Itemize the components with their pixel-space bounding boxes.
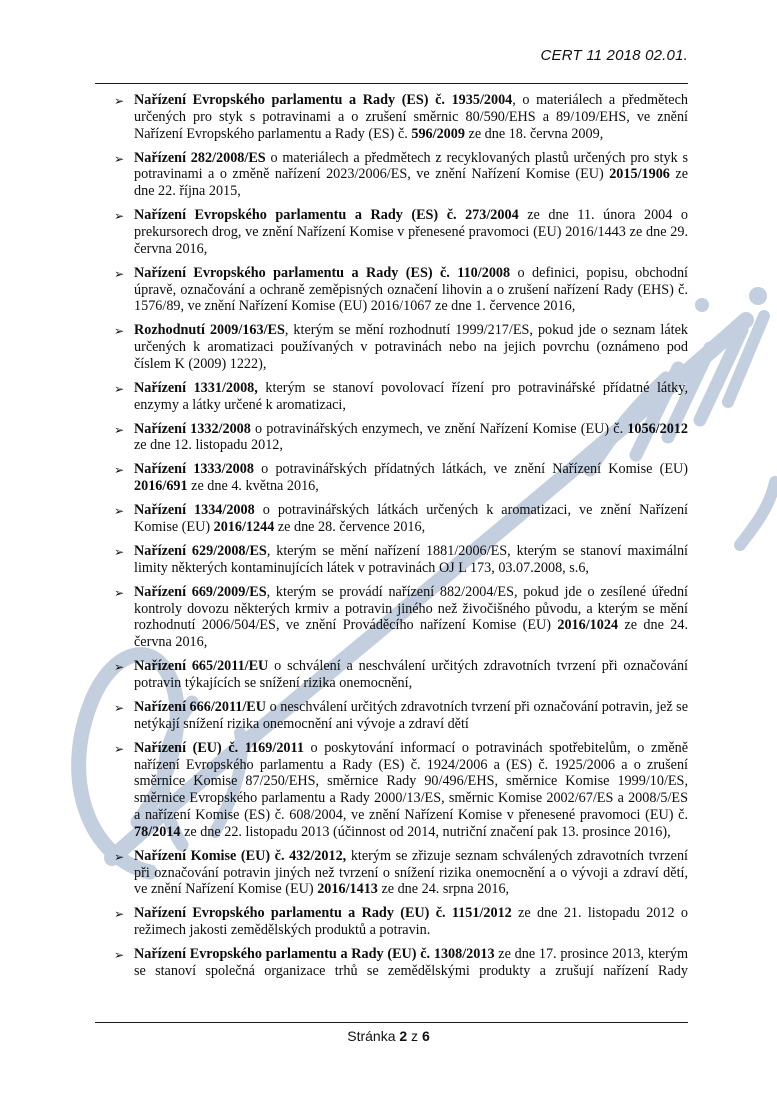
text-run: kterým se zřizuje seznam schválených zdravotních tvrzení při označování potravin jiných než tvrzení o snížení rizika onemocnění a o vývoji a zdraví dětí, ve znění Nařízení Komise (EU)	[134, 847, 688, 898]
text-run: o potravinářských enzymech, ve znění Nařízení Komise (EU) č.	[250, 420, 628, 437]
bold-text-run: 2016/1244	[213, 519, 275, 536]
bold-text-run: Nařízení 1331/2008,	[134, 379, 258, 396]
bold-text-run: Nařízení 1334/2008	[134, 502, 255, 519]
text-run: kterým se stanoví povolovací řízení pro potravinářské přídatné látky, enzymy a látky určené k aromatizaci,	[134, 379, 688, 413]
bold-text-run: Nařízení 282/2008/ES	[134, 149, 266, 166]
list-item-text	[134, 584, 688, 650]
list-item-text	[134, 265, 688, 315]
list-item-text	[134, 543, 688, 576]
text-run: ze dne 24. června 2016,	[134, 617, 688, 651]
list-item	[95, 740, 688, 841]
bold-text-run: 2015/1906	[609, 166, 670, 183]
arrow-bullet-icon: ➢	[114, 422, 125, 437]
bold-text-run: Nařízení Evropského parlamentu a Rady (ES) č. 1935/2004	[134, 92, 513, 108]
bold-text-run: 78/2014	[134, 823, 181, 840]
page-footer	[0, 1028, 777, 1044]
arrow-bullet-icon: ➢	[114, 266, 125, 281]
bold-text-run: Nařízení Komise (EU) č. 432/2012,	[134, 847, 347, 864]
list-item	[95, 848, 688, 898]
text-run: o potravinářských přídatných látkách, ve znění Nařízení Komise (EU)	[253, 461, 689, 478]
bold-text-run: Nařízení Evropského parlamentu a Rady (ES) č. 110/2008	[134, 264, 511, 281]
bold-text-run: Nařízení Evropského parlamentu a Rady (EU) č. 1151/2012	[134, 905, 512, 922]
text-run: ze dne 21. listopadu 2012 o režimech jakosti zemědělských produktů a potravin.	[134, 905, 688, 939]
footer-rule	[95, 1022, 688, 1023]
list-item	[95, 699, 688, 733]
list-item	[95, 150, 688, 200]
arrow-bullet-icon: ➢	[114, 948, 125, 963]
text-run: ze dne 12. listopadu 2012,	[134, 437, 283, 454]
list-item	[95, 92, 688, 142]
list-item-text	[134, 207, 688, 257]
arrow-bullet-icon: ➢	[114, 381, 125, 396]
list-item	[95, 905, 688, 939]
list-item-text	[134, 150, 688, 200]
list-item	[95, 380, 688, 414]
arrow-bullet-icon: ➢	[114, 209, 125, 224]
arrow-bullet-icon: ➢	[114, 849, 125, 864]
arrow-bullet-icon: ➢	[114, 741, 125, 756]
bold-text-run: Rozhodnutí 2009/163/ES	[134, 322, 285, 339]
list-item	[95, 461, 688, 495]
text-run: o definici, popisu, obchodní úpravě, označování a ochraně zeměpisných označení lihovin a o zrušení nařízení Rady (EHS) č. 1576/89, ve znění Nařízení Komise (EU) 2016/1067 ze dne 1. července 2016,	[134, 264, 688, 315]
text-run: Stránka	[347, 1028, 400, 1044]
text-run: o neschválení určitých zdravotních tvrzení při označování potravin, jež se netýkají snížení rizika onemocnění ani vývoje a zdraví dětí	[134, 698, 688, 732]
bold-text-run: 2	[399, 1028, 408, 1044]
bold-text-run: 596/2009	[411, 125, 465, 142]
arrow-bullet-icon: ➢	[114, 94, 125, 108]
text-run: o schválení a neschválení určitých zdravotních tvrzení při označování potravin týkajících se snížení rizika onemocnění,	[134, 658, 688, 691]
text-run: ze dne 22. listopadu 2013 (účinnost od 2014, nutriční značení pak 13. prosince 2016),	[180, 823, 671, 840]
list-item	[95, 421, 688, 455]
text-run: ze dne 11. února 2004 o prekursorech drog, ve znění Nařízení Komise v přenesené pravomoci (EU) 2016/1443 ze dne 29. června 2016,	[134, 207, 688, 257]
bold-text-run: Nařízení Evropského parlamentu a Rady (ES) č. 273/2004	[134, 207, 519, 224]
bold-text-run: 2016/691	[134, 478, 188, 495]
bold-text-run: Nařízení 1332/2008	[134, 420, 251, 437]
text-run: o potravinářských látkách určených k aromatizaci, ve znění Nařízení Komise (EU)	[134, 502, 688, 536]
text-run: , kterým se mění rozhodnutí 1999/217/ES, pokud jde o seznam látek určených k aromatizaci používaných v potravinách nebo na jejich povrchu (oznámeno pod číslem K (2009) 1222),	[134, 322, 688, 372]
arrow-bullet-icon: ➢	[114, 545, 125, 560]
list-item	[95, 543, 688, 577]
list-item	[95, 658, 688, 692]
bold-text-run: 1056/2012	[627, 420, 688, 437]
list-item-text	[134, 421, 688, 454]
text-run: o materiálech a předmětech z recyklovaných plastů určených pro styk s potravinami a o změně nařízení 2023/2006/ES, ve znění Nařízení Komise (EU)	[134, 149, 688, 183]
text-run: ze dne 24. srpna 2016,	[377, 881, 510, 898]
arrow-bullet-icon: ➢	[114, 660, 125, 675]
arrow-bullet-icon: ➢	[114, 463, 125, 478]
bold-text-run: Nařízení (EU) č. 1169/2011	[134, 739, 304, 756]
list-item-text	[134, 699, 688, 732]
bold-text-run: Nařízení 665/2011/EU	[134, 658, 269, 675]
list-item-text	[134, 92, 688, 142]
arrow-bullet-icon: ➢	[114, 700, 125, 715]
list-item	[95, 207, 688, 257]
text-run: ze dne 4. května 2016,	[187, 478, 319, 495]
text-run: ze dne 18. června 2009,	[464, 125, 604, 142]
list-item	[95, 322, 688, 372]
text-run: , kterým se provádí nařízení 882/2004/ES, pokud jde o zesílené úřední kontroly dovozu některých krmiv a potravin jiného než živočišného původu, a kterým se mění rozhodnutí 2006/504/ES, ve znění Prováděcího nařízení Komise (EU)	[134, 583, 689, 634]
list-item-text	[134, 461, 688, 494]
list-item	[95, 502, 688, 536]
arrow-bullet-icon: ➢	[114, 324, 125, 339]
text-run: , kterým se mění nařízení 1881/2006/ES, kterým se stanoví maximální limity některých kontaminujících látek v potravinách OJ L 173, 03.07.2008, s.6,	[134, 543, 688, 576]
arrow-bullet-icon: ➢	[114, 907, 125, 922]
bold-text-run: Nařízení 629/2008/ES	[134, 543, 267, 560]
list-item-text	[134, 740, 688, 840]
bold-text-run: 6	[421, 1028, 430, 1044]
arrow-bullet-icon: ➢	[114, 585, 125, 600]
list-item-text	[134, 658, 688, 691]
list-item-text	[134, 946, 688, 979]
bold-text-run: Nařízení 1333/2008	[134, 461, 254, 478]
list-item-text	[134, 502, 688, 535]
arrow-bullet-icon: ➢	[114, 504, 125, 519]
text-run: , o materiálech a předmětech určených pro styk s potravinami a o zrušení směrnic 80/590/EHS a 89/109/EHS, ve znění Nařízení Evropského parlamentu a Rady (ES) č.	[134, 92, 688, 142]
list-item-text	[134, 322, 688, 372]
list-item-text	[134, 848, 688, 898]
bold-text-run: Nařízení Evropského parlamentu a Rady (EU) č. 1308/2013	[134, 946, 495, 963]
list-item	[95, 584, 688, 651]
list-item-text	[134, 380, 688, 413]
header-rule	[95, 83, 688, 84]
list-item	[95, 265, 688, 315]
list-item-text	[134, 905, 688, 938]
bold-text-run: 2016/1024	[557, 617, 619, 634]
document-header: CERT 11 2018 02.01.	[540, 47, 688, 64]
text-run: z	[407, 1028, 422, 1044]
text-run: ze dne 28. července 2016,	[274, 519, 426, 536]
text-run: o poskytování informací o potravinách spotřebitelům, o změně nařízení Evropského parlamentu a Rady (ES) č. 1924/2006 a (ES) č. 1925/2006 a o zrušení směrnice Komise 87/250/EHS, směrnice Rady 90/496/EHS, směrnice Komise 1999/10/ES, směrnice Evropského parlamentu a Rady 2000/13/ES, směrnic Komise 2002/67/ES a 2008/5/ES a nařízení Komise (ES) č. 608/2004, ve znění Nařízení Komise v přenesené pravomoci (EU) č.	[134, 739, 689, 823]
bold-text-run: Nařízení 669/2009/ES	[134, 583, 267, 600]
list-item	[95, 946, 688, 980]
bold-text-run: 2016/1413	[317, 881, 378, 898]
text-run: ze dne 17. prosince 2013, kterým se stanoví společná organizace trhů se zemědělskými produkty a zrušují nařízení Rady	[134, 946, 689, 979]
regulations-list	[95, 92, 688, 987]
arrow-bullet-icon: ➢	[114, 151, 125, 166]
bold-text-run: Nařízení 666/2011/EU	[134, 698, 267, 715]
text-run: ze dne 22. října 2015,	[134, 166, 688, 200]
